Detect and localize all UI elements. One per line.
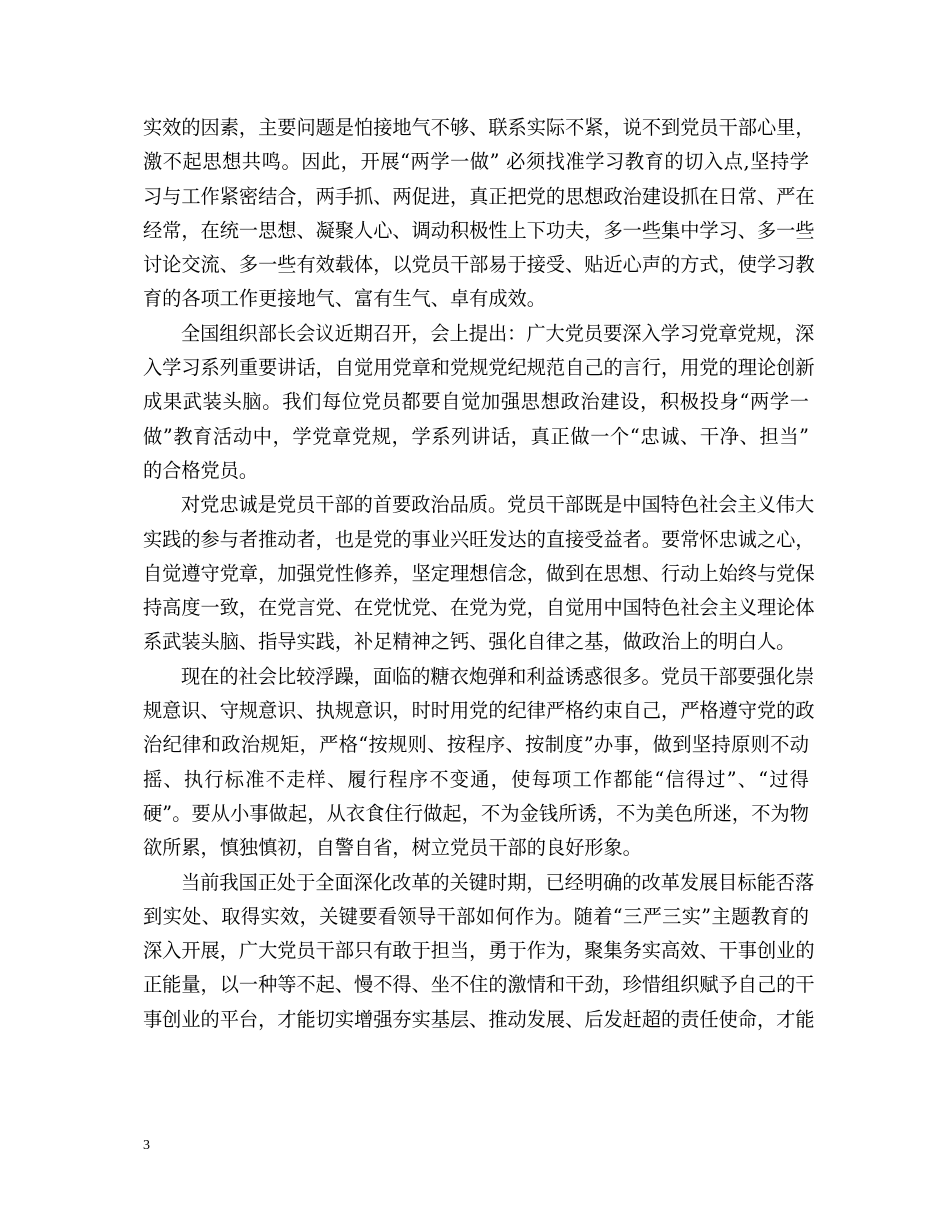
text-line: 实效的因素，主要问题是怕接地气不够、联系实际不紧，说不到党员干部心里， <box>143 116 815 139</box>
text-line: 入学习系列重要讲话，自觉用党章和党规党纪规范自己的言行，用党的理论创新 <box>143 356 815 380</box>
paragraph <box>143 317 815 488</box>
text-line: 做”教育活动中，学党章党规，学系列讲话，真正做一个“忠诚、干净、担当” <box>143 424 809 448</box>
paragraph <box>143 111 815 317</box>
text-line: 自觉遵守党章，加强党性修养，坚定理想信念，做到在思想、行动上始终与党保 <box>143 561 815 585</box>
text-line: 持高度一致，在党言党、在党忧党、在党为党，自觉用中国特色社会主义理论体 <box>143 596 815 620</box>
text-line: 的合格党员。 <box>143 458 259 482</box>
text-line: 系武装头脑、指导实践，补足精神之钙、强化自律之基，做政治上的明白人。 <box>143 630 796 654</box>
document-body <box>143 111 815 1037</box>
text-line: 现在的社会比较浮躁，面临的糖衣炮弹和利益诱惑很多。党员干部要强化崇 <box>181 664 815 688</box>
text-line: 讨论交流、多一些有效载体，以党员干部易于接受、贴近心声的方式，使学习教 <box>143 253 815 277</box>
text-line: 激不起思想共鸣。因此，开展“两学一做” 必须找准学习教育的切入点,坚持学 <box>143 150 809 174</box>
text-line: 成果武装头脑。我们每位党员都要自觉加强思想政治建设，积极投身“两学一 <box>143 390 809 414</box>
text-line: 深入开展，广大党员干部只有敢于担当，勇于作为，聚集务实高效、干事创业的 <box>143 939 815 963</box>
text-line: 硬”。要从小事做起，从衣食住行做起，不为金钱所诱，不为美色所迷，不为物 <box>143 801 809 825</box>
text-line: 对党忠诚是党员干部的首要政治品质。党员干部既是中国特色社会主义伟大 <box>181 493 815 517</box>
text-line: 实践的参与者推动者，也是党的事业兴旺发达的直接受益者。要常怀忠诚之心， <box>143 527 815 551</box>
text-line: 育的各项工作更接地气、富有生气、卓有成效。 <box>143 287 546 311</box>
text-line: 全国组织部长会议近期召开，会上提出：广大党员要深入学习党章党规，深 <box>181 321 815 345</box>
text-line: 到实处、取得实效，关键要看领导干部如何作为。随着“三严三实”主题教育的 <box>143 904 809 928</box>
text-line: 规意识、守规意识、执规意识，时时用党的纪律严格约束自己，严格遵守党的政 <box>143 699 815 723</box>
paragraph <box>143 488 815 659</box>
text-line: 经常，在统一思想、凝聚人心、调动积极性上下功夫，多一些集中学习、多一些 <box>143 218 815 242</box>
text-line: 欲所累，慎独慎初，自警自省，树立党员干部的良好形象。 <box>143 836 642 860</box>
paragraph <box>143 660 815 866</box>
text-line: 事创业的平台，才能切实增强夯实基层、推动发展、后发赶超的责任使命，才能 <box>143 1007 815 1031</box>
text-line: 当前我国正处于全面深化改革的关键时期，已经明确的改革发展目标能否落 <box>181 870 815 894</box>
text-line: 治纪律和政治规矩，严格“按规则、按程序、按制度”办事，做到坚持原则不动 <box>143 733 809 757</box>
text-line: 习与工作紧密结合，两手抓、两促进，真正把党的思想政治建设抓在日常、严在 <box>143 184 815 208</box>
paragraph <box>143 866 815 1037</box>
text-line: 正能量，以一种等不起、慢不得、坐不住的激情和干劲，珍惜组织赋予自己的干 <box>143 973 815 997</box>
page-number: 3 <box>143 1138 150 1153</box>
text-line: 摇、执行标准不走样、履行程序不变通，使每项工作都能“信得过”、“过得 <box>143 767 809 791</box>
